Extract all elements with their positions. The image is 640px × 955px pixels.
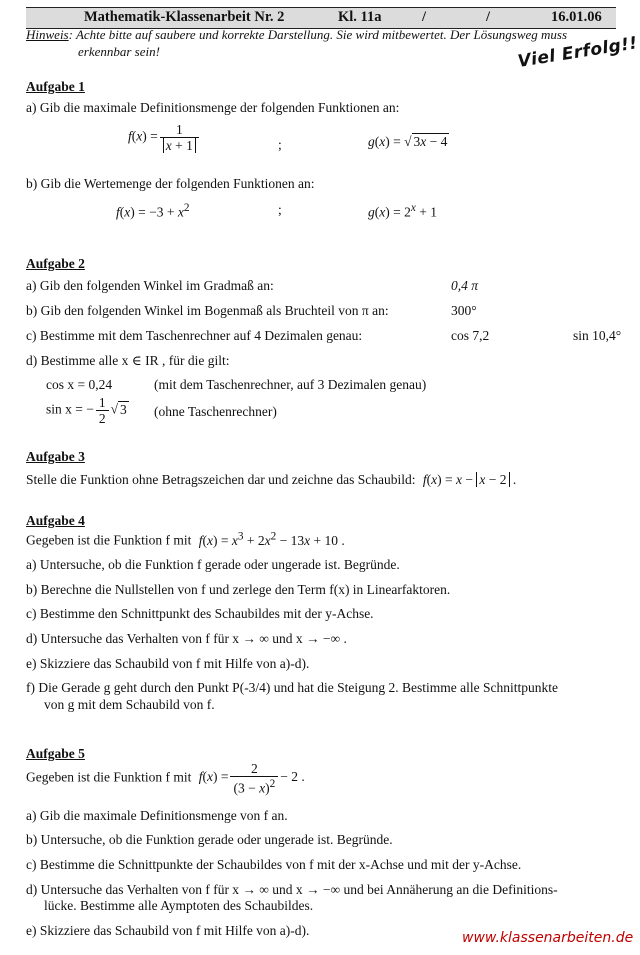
task-4-intro: Gegeben ist die Funktion f mit $f(x) = x^3 + 2x^2 - 13x + 10$ . xyxy=(26,530,345,548)
task-2d-eq1: cos x = 0,24 xyxy=(46,377,113,392)
task-5e: e) Skizziere das Schaubild von f mit Hilfe von a)-d). xyxy=(26,923,310,938)
task-2c-value-2: sin 10,4° xyxy=(573,328,622,343)
task-5b: b) Untersuche, ob die Funktion gerade oder ungerade ist. Begründe. xyxy=(26,832,393,847)
website-watermark: www.klassenarbeiten.de xyxy=(462,930,634,946)
task-1b-g-formula: $g(x) = 2^x + 1$ xyxy=(368,202,437,220)
task-2b: b) Gib den folgenden Winkel im Bogenmaß als Bruchteil von π an: xyxy=(26,303,389,318)
task-5-heading: Aufgabe 5 xyxy=(26,746,85,761)
task-5-intro-text: Gegeben ist die Funktion f mit xyxy=(26,769,192,785)
task-4-intro-text: Gegeben ist die Funktion f mit xyxy=(26,532,192,548)
task-5c: c) Bestimme die Schnittpunkte der Schaubildes von f mit der x-Achse und mit der y-Achse. xyxy=(26,857,522,872)
task-3-heading: Aufgabe 3 xyxy=(26,449,85,464)
task-5a: a) Gib die maximale Definitionsmenge von f an. xyxy=(26,808,288,823)
semicolon: ; xyxy=(278,202,282,217)
task-2d: d) Bestimme alle x ∈ IR , für die gilt: xyxy=(26,353,230,368)
semicolon: ; xyxy=(278,137,282,152)
signature-good-luck: Viel Erfolg!! xyxy=(516,33,640,72)
task-4-heading: Aufgabe 4 xyxy=(26,513,85,528)
hint-text-2: erkennbar sein! xyxy=(78,44,160,59)
task-3-instruction: Stelle die Funktion ohne Betragszeichen dar und zeichne das Schaubild: xyxy=(26,472,416,487)
task-1a-f-formula: f(x) = $\frac{1}{x + 1}$ xyxy=(128,122,201,153)
task-5d-line2: lücke. Bestimme alle Aymptoten des Schaubildes. xyxy=(44,898,314,913)
task-1b: b) Gib die Wertemenge der folgenden Funktionen an: xyxy=(26,176,315,191)
task-3-text: Stelle die Funktion ohne Betragszeichen dar und zeichne das Schaubild: f(x) = x − x − 2 . xyxy=(26,472,517,487)
task-4f-line2: von g mit dem Schaubild von f. xyxy=(44,697,215,712)
task-2c: c) Bestimme mit dem Taschenrechner auf 4 Dezimalen genau: xyxy=(26,328,363,343)
task-1b-f-formula: $f(x) = -3 + x^2$ xyxy=(116,202,190,220)
task-2d-note1: (mit dem Taschenrechner, auf 3 Dezimalen genau) xyxy=(154,377,427,392)
task-2c-value-1: cos 7,2 xyxy=(451,328,490,343)
task-2b-value: 300° xyxy=(451,303,477,318)
task-4a: a) Untersuche, ob die Funktion f gerade oder ungerade ist. Begründe. xyxy=(26,557,400,572)
task-5d-line1: d) Untersuche das Verhalten von f für x → ∞ und x → −∞ und bei Annäherung an die Definitions- xyxy=(26,882,558,897)
task-5-intro: Gegeben ist die Funktion f mit f(x) = $\frac{2}{(3 - x)^2}$ − 2 . xyxy=(26,761,305,796)
task-1a-g-formula: g(x) = √ 3x − 4 xyxy=(368,134,448,149)
task-2d-note2: (ohne Taschenrechner) xyxy=(154,404,277,419)
exam-title: Mathematik-Klassenarbeit Nr. 2 xyxy=(84,9,285,25)
hint-line xyxy=(26,27,567,43)
task-2a-value: 0,4 π xyxy=(451,278,479,293)
hint-text: : Achte bitte auf saubere und korrekte Darstellung. Sie wird mitbewertet. Der Lösungsweg muss xyxy=(68,27,568,42)
task-2a: a) Gib den folgenden Winkel im Gradmaß an: xyxy=(26,278,274,293)
task-4e: e) Skizziere das Schaubild von f mit Hilfe von a)-d). xyxy=(26,656,310,671)
exam-date: 16.01.06 xyxy=(551,9,602,25)
task-1a: a) Gib die maximale Definitionsmenge der folgenden Funktionen an: xyxy=(26,100,400,115)
task-2d-eq2: sin x = − $\frac{1}{2}$ √ 3 xyxy=(46,395,127,426)
task-1-heading: Aufgabe 1 xyxy=(26,79,85,94)
exam-header xyxy=(26,7,616,29)
hint-label: Hinweis xyxy=(26,27,69,42)
class-label: Kl. 11a xyxy=(338,9,382,25)
task-4d: d) Untersuche das Verhalten von f für x → ∞ und x → −∞ . xyxy=(26,631,347,646)
task-4c: c) Bestimme den Schnittpunkt des Schaubildes mit der y-Achse. xyxy=(26,606,374,621)
task-2-heading: Aufgabe 2 xyxy=(26,256,85,271)
header-separator: / xyxy=(486,9,491,25)
task-4f-line1: f) Die Gerade g geht durch den Punkt P(-3/4) und hat die Steigung 2. Bestimme alle Schnittpunkte xyxy=(26,680,559,695)
task-4b: b) Berechne die Nullstellen von f und zerlege den Term f(x) in Linearfaktoren. xyxy=(26,582,451,597)
header-separator: / xyxy=(422,9,427,25)
